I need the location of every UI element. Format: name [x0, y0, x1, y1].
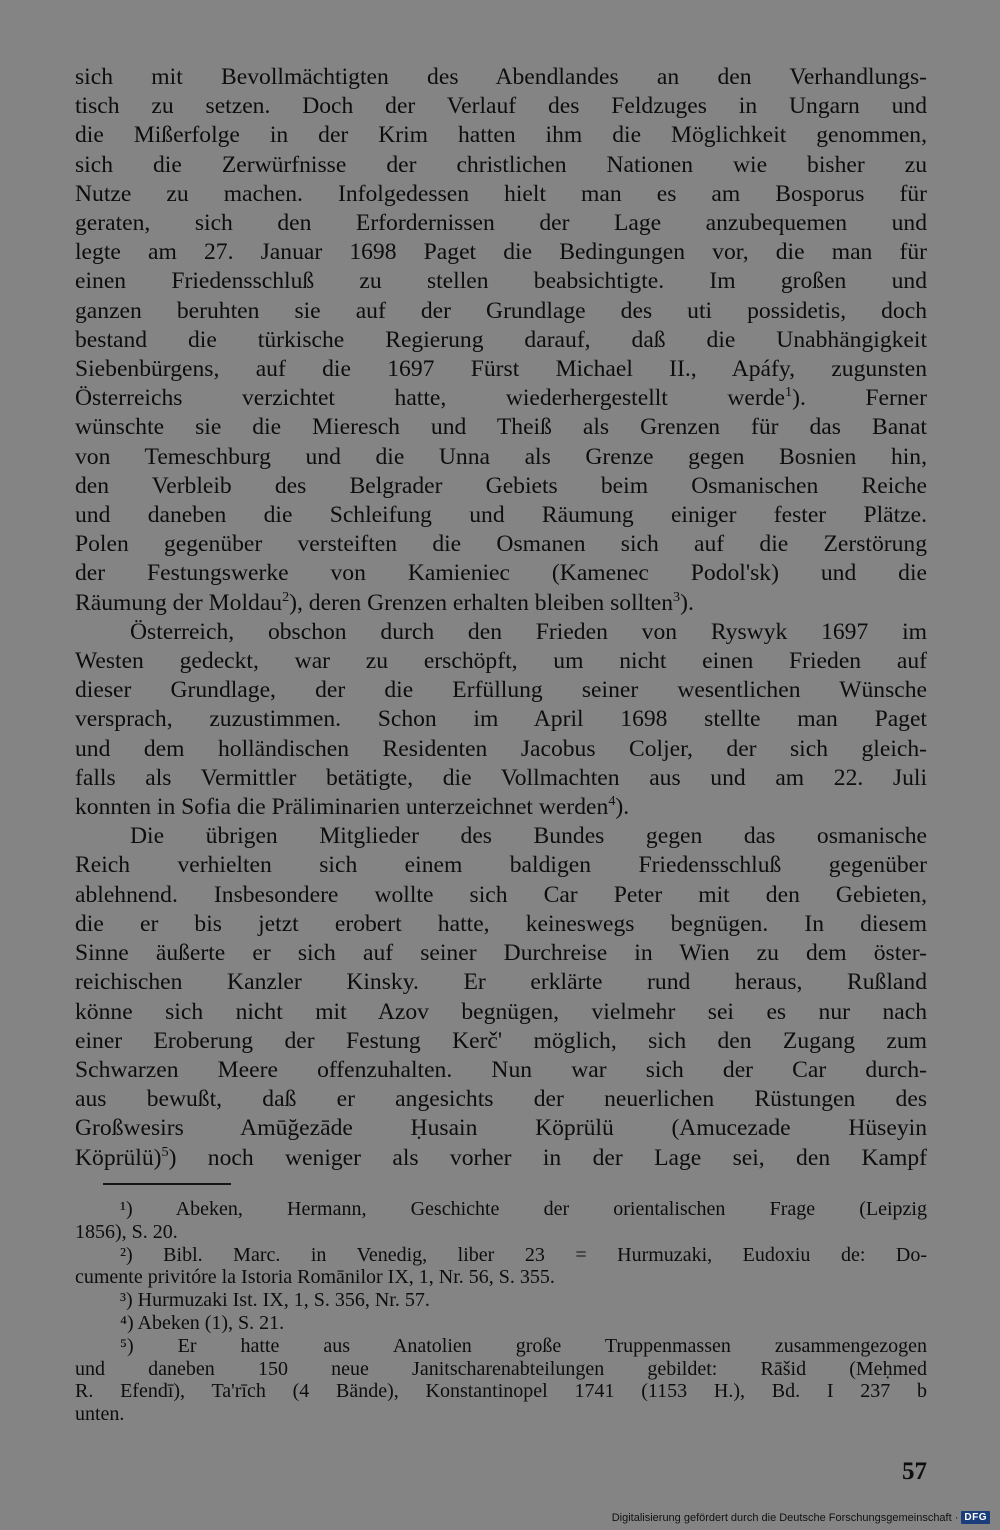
footnote-ref: 2	[282, 588, 290, 605]
footnote-line	[75, 1289, 927, 1312]
text-run: tisch zu setzen. Doch der Verlauf des Feldzuges in Ungarn und	[75, 93, 927, 120]
text-run: könne sich nicht mit Azov begnügen, vielmehr sei es nur nach	[75, 998, 927, 1025]
text-run: Räumung der Moldau	[75, 589, 283, 616]
text-run: Reich verhielten sich einem baldigen Friedensschluß gegenüber	[75, 852, 927, 879]
text-line	[75, 92, 927, 121]
text-run: ⁴) Abeken (1), S. 21.	[120, 1311, 285, 1334]
text-line	[75, 618, 927, 647]
text-line	[75, 530, 927, 559]
text-run: ganzen beruhten sie auf der Grundlage des uti possidetis, doch	[75, 297, 927, 324]
footnote-line	[75, 1244, 927, 1267]
text-line	[75, 910, 927, 939]
text-run: konnten in Sofia die Präliminarien unterzeichnet werden	[75, 794, 609, 821]
text-line	[75, 267, 927, 296]
text-run: ).	[680, 589, 694, 616]
text-run: cumente privitóre la Istoria Romānilor IX, 1, Nr. 56, S. 355.	[75, 1266, 555, 1289]
text-line	[75, 881, 927, 910]
text-run: die Mißerfolge in der Krim hatten ihm die Möglichkeit genommen,	[75, 122, 927, 149]
footnote-line	[75, 1380, 927, 1403]
text-run: Nutze zu machen. Infolgedessen hielt man es am Bosporus für	[75, 180, 927, 207]
text-run: ). Ferner	[792, 385, 927, 412]
text-run: ⁵) Er hatte aus Anatolien große Truppenmassen zusammengezogen	[120, 1334, 927, 1357]
text-run: Polen gegenüber versteiften die Osmanen sich auf die Zerstörung	[75, 531, 927, 558]
footnote-line	[75, 1403, 927, 1426]
text-run: sich mit Bevollmächtigten des Abendlandes an den Verhandlungs-	[75, 64, 927, 90]
text-run: dieser Grundlage, der die Erfüllung seiner wesentlichen Wünsche	[75, 677, 927, 704]
footnote-ref: 3	[673, 588, 681, 605]
text-line	[75, 413, 927, 442]
text-run: sich die Zerwürfnisse der christlichen Nationen wie bisher zu	[75, 151, 927, 178]
text-run: und daneben 150 neue Janitscharenabteilungen gebildet: Rāšid (Meḥmed	[75, 1357, 927, 1380]
footnote-ref: 4	[608, 793, 616, 810]
text-line	[75, 472, 927, 501]
text-run: der Festungswerke von Kamieniec (Kamenec Podol'sk) und die	[75, 560, 927, 587]
text-line	[75, 705, 927, 734]
text-line	[75, 355, 927, 384]
text-line	[75, 647, 927, 676]
footnote-ref: 1	[785, 384, 793, 401]
text-line	[75, 1085, 927, 1114]
footnotes	[75, 1198, 927, 1426]
text-run: wünschte sie die Mieresch und Theiß als Grenzen für das Banat	[75, 414, 927, 441]
main-text	[75, 63, 927, 1173]
page-number: 57	[902, 1458, 927, 1485]
text-run: R. Efendī), Ta'rīch (4 Bände), Konstantinopel 1741 (1153 H.), Bd. I 237 b	[75, 1380, 927, 1403]
text-run: ) noch weniger als vorher in der Lage sei, den Kampf	[168, 1144, 927, 1171]
footnote-line	[75, 1335, 927, 1358]
text-line	[75, 326, 927, 355]
text-run: und dem holländischen Residenten Jacobus Coljer, der sich gleich-	[75, 735, 927, 762]
text-line	[75, 851, 927, 880]
credit-text: Digitalisierung gefördert durch die Deutsche Forschungsgemeinschaft ·	[611, 1511, 959, 1524]
text-run: Großwesirs Amūğezāde Ḥusain Köprülü (Amucezade Hüseyin	[75, 1115, 927, 1142]
text-run: den Verbleib des Belgrader Gebiets beim Osmanischen Reiche	[75, 472, 927, 499]
text-run: ²) Bibl. Marc. in Venedig, liber 23 = Hurmuzaki, Eudoxiu de: Do-	[120, 1243, 927, 1266]
text-run: geraten, sich den Erfordernissen der Lage anzubequemen und	[75, 210, 927, 237]
text-line	[75, 939, 927, 968]
text-line	[75, 676, 927, 705]
footnote-line	[75, 1221, 927, 1244]
text-line	[75, 443, 927, 472]
text-line	[75, 559, 927, 588]
text-line	[75, 501, 927, 530]
text-run: ), deren Grenzen erhalten bleiben sollten	[289, 589, 674, 616]
text-line	[75, 589, 927, 618]
text-run: und daneben die Schleifung und Räumung einiger fester Plätze.	[75, 502, 927, 529]
text-run: ).	[615, 794, 630, 821]
text-run: 1856), S. 20.	[75, 1220, 178, 1243]
text-run: legte am 27. Januar 1698 Paget die Bedingungen vor, die man für	[75, 239, 927, 266]
text-line	[75, 735, 927, 764]
text-line	[75, 297, 927, 326]
text-run: versprach, zuzustimmen. Schon im April 1698 stellte man Paget	[75, 706, 927, 733]
text-run: Sinne äußerte er sich auf seiner Durchreise in Wien zu dem öster-	[75, 940, 927, 967]
text-run: Österreich, obschon durch den Frieden von Ryswyk 1697 im	[130, 618, 927, 645]
text-line	[75, 968, 927, 997]
text-run: die er bis jetzt erobert hatte, keineswegs begnügen. In diesem	[75, 910, 927, 937]
footnote-line	[75, 1198, 927, 1221]
footnote-separator	[103, 1183, 231, 1185]
footnote-line	[75, 1266, 927, 1289]
text-run: ³) Hurmuzaki Ist. IX, 1, S. 356, Nr. 57.	[120, 1289, 430, 1312]
text-line	[75, 1114, 927, 1143]
footnote-line	[75, 1358, 927, 1381]
text-line	[75, 384, 927, 413]
footnote-ref: 5	[161, 1143, 169, 1160]
text-line	[75, 209, 927, 238]
text-line	[75, 764, 927, 793]
text-line	[75, 1144, 927, 1173]
text-run: Die übrigen Mitglieder des Bundes gegen das osmanische	[130, 823, 927, 850]
text-run: falls als Vermittler betätigte, die Vollmachten aus und am 22. Juli	[75, 764, 927, 791]
digitization-credit	[612, 1511, 990, 1524]
text-run: einer Eroberung der Festung Kerč' möglich, sich den Zugang zum	[75, 1027, 927, 1054]
text-run: von Temeschburg und die Unna als Grenze gegen Bosnien hin,	[75, 443, 927, 470]
text-run: bestand die türkische Regierung darauf, daß die Unabhängigkeit	[75, 326, 927, 353]
text-run: unten.	[75, 1403, 125, 1426]
text-run: Köprülü)	[75, 1144, 162, 1171]
text-run: ablehnend. Insbesondere wollte sich Car Peter mit den Gebieten,	[75, 881, 927, 908]
text-line	[75, 151, 927, 180]
text-line	[75, 822, 927, 851]
text-run: Schwarzen Meere offenzuhalten. Nun war sich der Car durch-	[75, 1056, 927, 1083]
text-line	[75, 238, 927, 267]
text-run: reichischen Kanzler Kinsky. Er erklärte rund heraus, Rußland	[75, 969, 927, 996]
text-run: Westen gedeckt, war zu erschöpft, um nicht einen Frieden auf	[75, 648, 927, 675]
text-line	[75, 63, 927, 92]
text-line	[75, 793, 927, 822]
text-line	[75, 180, 927, 209]
text-line	[75, 998, 927, 1027]
text-line	[75, 1056, 927, 1085]
footnote-line	[75, 1312, 927, 1335]
text-run: ¹) Abeken, Hermann, Geschichte der orientalischen Frage (Leipzig	[120, 1198, 927, 1220]
text-line	[75, 121, 927, 150]
text-run: einen Friedensschluß zu stellen beabsichtigte. Im großen und	[75, 268, 927, 295]
text-run: aus bewußt, daß er angesichts der neuerlichen Rüstungen des	[75, 1086, 927, 1113]
text-run: Österreichs verzichtet hatte, wiederhergestellt werde	[75, 385, 786, 412]
text-run: Siebenbürgens, auf die 1697 Fürst Michael II., Apáfy, zugunsten	[75, 356, 927, 383]
dfg-logo: DFG	[961, 1511, 990, 1524]
text-line	[75, 1027, 927, 1056]
